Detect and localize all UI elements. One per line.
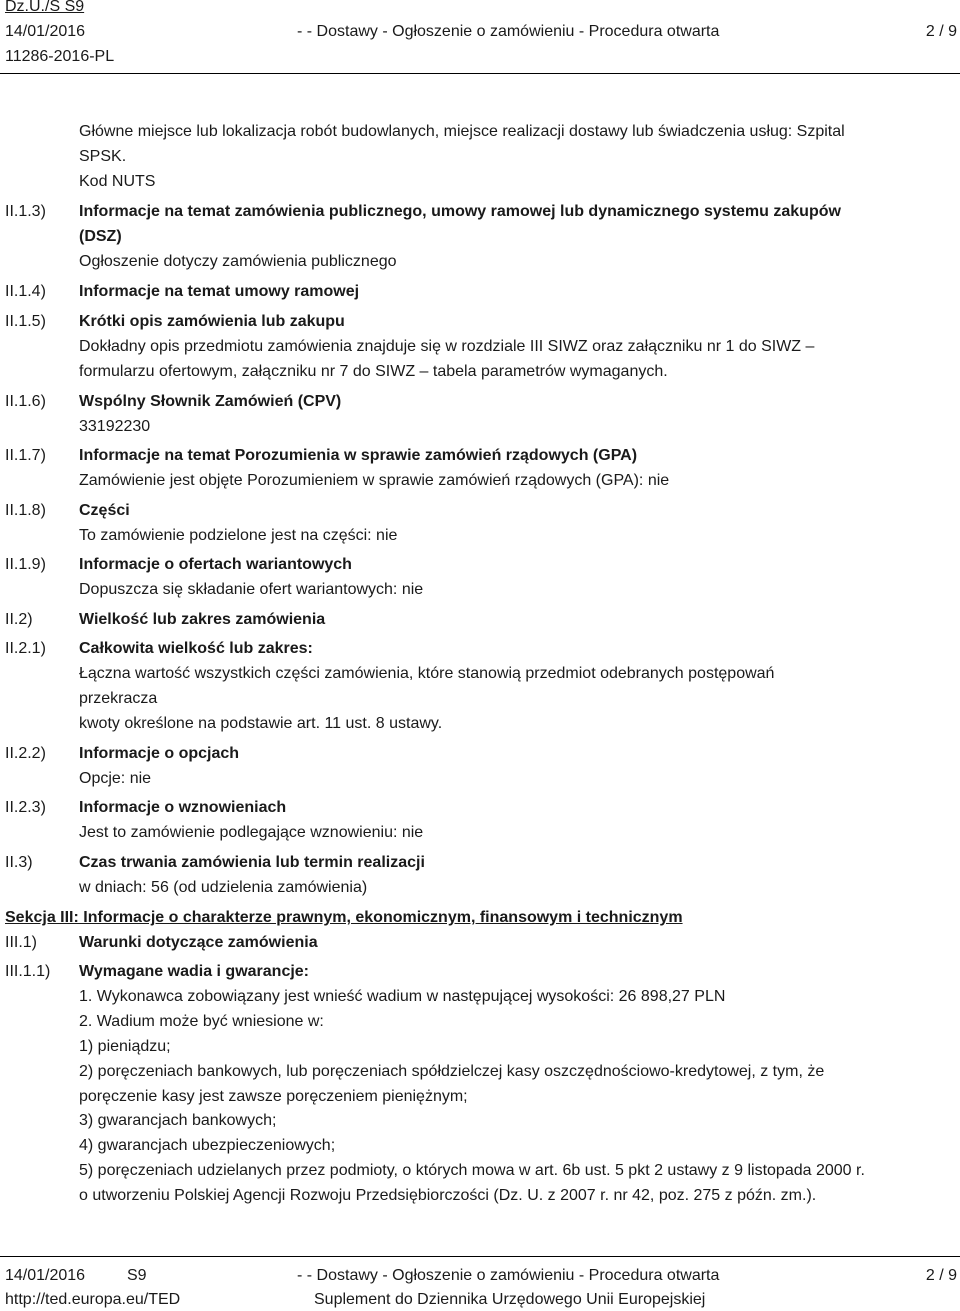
section-text: w dniach: 56 (od udzielenia zamówienia) (79, 879, 368, 896)
section-title: Całkowita wielkość lub zakres: (79, 640, 313, 657)
section-title: Warunki dotyczące zamówienia (79, 934, 318, 951)
section-text: formularzu ofertowym, załączniku nr 7 do SIWZ – tabela parametrów wymaganych. (79, 363, 668, 380)
section-title: Informacje o wznowieniach (79, 799, 287, 816)
location-line-1: Główne miejsce lub lokalizacja robót budowlanych, miejsce realizacji dostawy lub świadczenia usług: Szpital (79, 123, 845, 140)
cpv-code: 33192230 (79, 418, 151, 435)
header-page: 2 / 9 (925, 23, 957, 40)
footer-url[interactable]: http://ted.europa.eu/TED (5, 1291, 181, 1308)
section-title-cont: (DSZ) (79, 228, 122, 245)
section-text: Dokładny opis przedmiotu zamówienia znajduje się w rozdziale III SIWZ oraz załączniku nr 1 do SIWZ – (79, 338, 815, 355)
section-text: Zamówienie jest objęte Porozumieniem w sprawie zamówień rządowych (GPA): nie (79, 472, 670, 489)
nuts-code: Kod NUTS (79, 173, 156, 190)
section-text: Łączna wartość wszystkich części zamówienia, które stanowią przedmiot odebranych postępowań (79, 665, 775, 682)
section-label: II.1.5) (5, 313, 46, 330)
section-label: II.1.7) (5, 447, 46, 464)
footer-journal: S9 (127, 1267, 147, 1284)
section-label: III.1.1) (5, 963, 51, 980)
section-label: II.2.3) (5, 799, 46, 816)
section-title: Informacje o ofertach wariantowych (79, 556, 352, 573)
section-text: To zamówienie podzielone jest na części: nie (79, 527, 398, 544)
guarantee-line: 2. Wadium może być wniesione w: (79, 1013, 324, 1030)
section-text: Jest to zamówienie podlegające wznowieniu: nie (79, 824, 424, 841)
section-title: Informacje na temat Porozumienia w sprawie zamówień rządowych (GPA) (79, 447, 638, 464)
section-text: Dopuszcza się składanie ofert wariantowych: nie (79, 581, 424, 598)
header-title: - - Dostawy - Ogłoszenie o zamówieniu - Procedura otwarta (297, 23, 720, 40)
section-text: Opcje: nie (79, 770, 152, 787)
footer-supplement: Suplement do Dziennika Urzędowego Unii Europejskiej (314, 1291, 706, 1308)
guarantee-line: 3) gwarancjach bankowych; (79, 1112, 277, 1129)
guarantee-line: 2) poręczeniach bankowych, lub poręczeniach spółdzielczej kasy oszczędnościowo-kredytowej, z tym, że (79, 1063, 825, 1080)
section-title: Wielkość lub zakres zamówienia (79, 611, 326, 628)
section-title: Informacje na temat umowy ramowej (79, 283, 360, 300)
guarantee-line: 4) gwarancjach ubezpieczeniowych; (79, 1137, 336, 1154)
guarantee-line: poręczenie kasy jest zawsze poręczeniem pieniężnym; (79, 1088, 468, 1105)
footer-date: 14/01/2016 (5, 1267, 86, 1284)
section-label: II.1.9) (5, 556, 46, 573)
guarantee-line: 1. Wykonawca zobowiązany jest wnieść wadium w następującej wysokości: 26 898,27 PLN (79, 988, 726, 1005)
location-line-2: SPSK. (79, 148, 127, 165)
section-title: Czas trwania zamówienia lub termin realizacji (79, 854, 425, 871)
section-label: II.3) (5, 854, 33, 871)
section-3-heading: Sekcja III: Informacje o charakterze prawnym, ekonomicznym, finansowym i technicznym (5, 909, 683, 926)
section-label: II.1.8) (5, 502, 46, 519)
section-label: II.1.4) (5, 283, 46, 300)
section-title: Informacje na temat zamówienia publicznego, umowy ramowej lub dynamicznego systemu zakupów (79, 203, 841, 220)
section-text: kwoty określone na podstawie art. 11 ust. 8 ustawy. (79, 715, 443, 732)
footer-page: 2 / 9 (925, 1267, 957, 1284)
section-text: przekracza (79, 690, 158, 707)
section-title: Informacje o opcjach (79, 745, 240, 762)
section-label: II.1.3) (5, 203, 46, 220)
guarantee-line: 5) poręczeniach udzielanych przez podmioty, o których mowa w art. 6b ust. 5 pkt 2 ustawy z 9 listopada 2000 r. (79, 1162, 865, 1179)
section-title: Krótki opis zamówienia lub zakupu (79, 313, 345, 330)
guarantee-line: o utworzeniu Polskiej Agencji Rozwoju Przedsiębiorczości (Dz. U. z 2007 r. nr 42, poz. 275 z późn. zm.). (79, 1187, 817, 1204)
footer-rule (0, 1256, 960, 1257)
section-text: Ogłoszenie dotyczy zamówienia publicznego (79, 253, 397, 270)
journal-ref: Dz.U./S S9 (5, 0, 85, 15)
section-label: II.2.2) (5, 745, 46, 762)
section-title: Wymagane wadia i gwarancje: (79, 963, 310, 980)
section-label: II.2.1) (5, 640, 46, 657)
section-title: Wspólny Słownik Zamówień (CPV) (79, 393, 342, 410)
footer-title: - - Dostawy - Ogłoszenie o zamówieniu - Procedura otwarta (297, 1267, 720, 1284)
header-date: 14/01/2016 (5, 23, 86, 40)
header-rule (0, 73, 960, 74)
section-label: II.1.6) (5, 393, 46, 410)
header-ref: 11286-2016-PL (5, 48, 115, 65)
section-label: III.1) (5, 934, 38, 951)
section-label: II.2) (5, 611, 33, 628)
section-title: Części (79, 502, 130, 519)
guarantee-line: 1) pieniądzu; (79, 1038, 171, 1055)
